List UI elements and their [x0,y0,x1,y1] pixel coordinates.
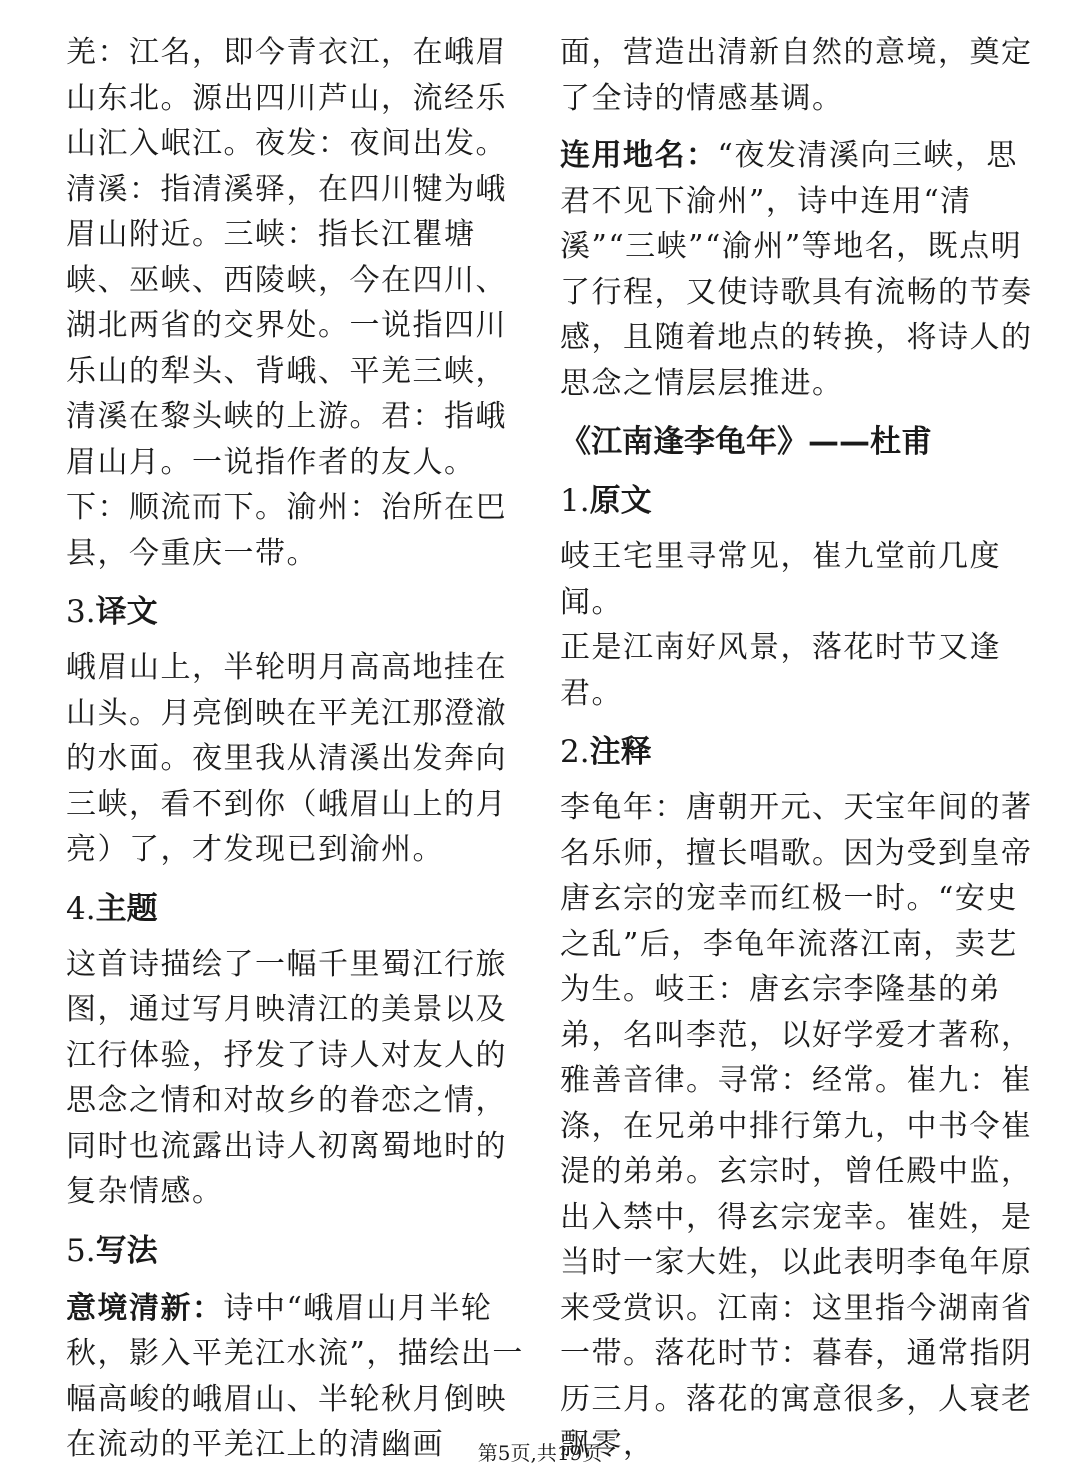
section-heading-notes [560,730,1040,775]
right-column [560,30,1040,1468]
section-number: 3. [66,594,96,630]
section-heading-original [560,479,1040,524]
theme-paragraph: 这首诗描绘了一幅千里蜀江行旅图，通过写月映清江的美景以及江行体验，抒发了诗人对友人的思念之情和对故乡的眷恋之情，同时也流露出诗人初离蜀地时的复杂情感。 [66,946,507,1209]
section-title: 写法 [95,1232,158,1269]
technique-text: 诗中“峨眉山月半轮秋，影入平羌江水流”，描绘出一幅高峻的峨眉山、半轮秋月倒映在流动的平羌江上的清幽画 [66,1290,524,1462]
annotation-continued-paragraph: 羌：江名，即今青衣江，在峨眉山东北。源出四川芦山，流经乐山汇入岷江。夜发：夜间出发。清溪：指清溪驿，在四川犍为峨眉山附近。三峡：指长江瞿塘峡、巫峡、西陵峡，今在四川、湖北两省的交界处。一说指四川乐山的犁头、背峨、平羌三峡，清溪在黎头峡的上游。君：指峨眉山月。一说指作者的友人。下：顺流而下。渝州：治所在巴县，今重庆一带。 [66,35,507,571]
place-names-lead: 连用地名： [560,138,718,173]
section-title: 主题 [95,890,158,927]
place-names-paragraph [560,133,1040,406]
poem-line-2: 正是江南好风景，落花时节又逢君。 [560,630,1001,711]
section-heading-translation [66,590,528,635]
section-heading-technique [66,1229,528,1274]
section-number: 2. [560,734,590,770]
poem-line-1: 岐王宅里寻常见，崔九堂前几度闻。 [560,539,1001,620]
left-column [66,30,528,1468]
section-title: 注释 [589,734,652,770]
technique-lead: 意境清新： [66,1290,224,1326]
section-heading-theme [66,887,528,932]
page-footer: 第5页,共19页 [477,1441,603,1465]
translation-paragraph: 峨眉山上，半轮明月高高地挂在山头。月亮倒映在平羌江那澄澈的水面。夜里我从清溪出发奔向三峡，看不到你（峨眉山上的月亮）了，才发现已到渝州。 [66,650,507,867]
section-number: 5. [66,1232,96,1269]
section-number: 1. [560,483,590,519]
section-title: 原文 [589,483,652,519]
poem-title: 《江南逢李龟年》——杜甫 [560,424,932,460]
section-number: 4. [66,890,96,927]
section-title: 译文 [95,594,158,630]
place-names-text: “夜发清溪向三峡，思君不见下渝州”，诗中连用“清溪”“三峡”“渝州”等地名，既点明了行程，又使诗歌具有流畅的节奏感，且随着地点的转换，将诗人的思念之情层层推进。 [560,138,1033,401]
notes-paragraph: 李龟年：唐朝开元、天宝年间的著名乐师，擅长唱歌。因为受到皇帝唐玄宗的宠幸而红极一时。“安史之乱”后，李龟年流落江南，卖艺为生。岐王：唐玄宗李隆基的弟弟，名叫李范，以好学爱才著称，雅善音律。寻常：经常。崔九：崔涤，在兄弟中排行第九，中书令崔湜的弟弟。玄宗时，曾任殿中监，出入禁中，得玄宗宠幸。崔姓，是当时一家大姓，以此表明李龟年原来受赏识。江南：这里指今湖南省一带。落花时节：暮春，通常指阴历三月。落花的寓意很多，人衰老飘零， [560,790,1033,1462]
technique-continued-paragraph: 面，营造出清新自然的意境，奠定了全诗的情感基调。 [560,35,1033,116]
